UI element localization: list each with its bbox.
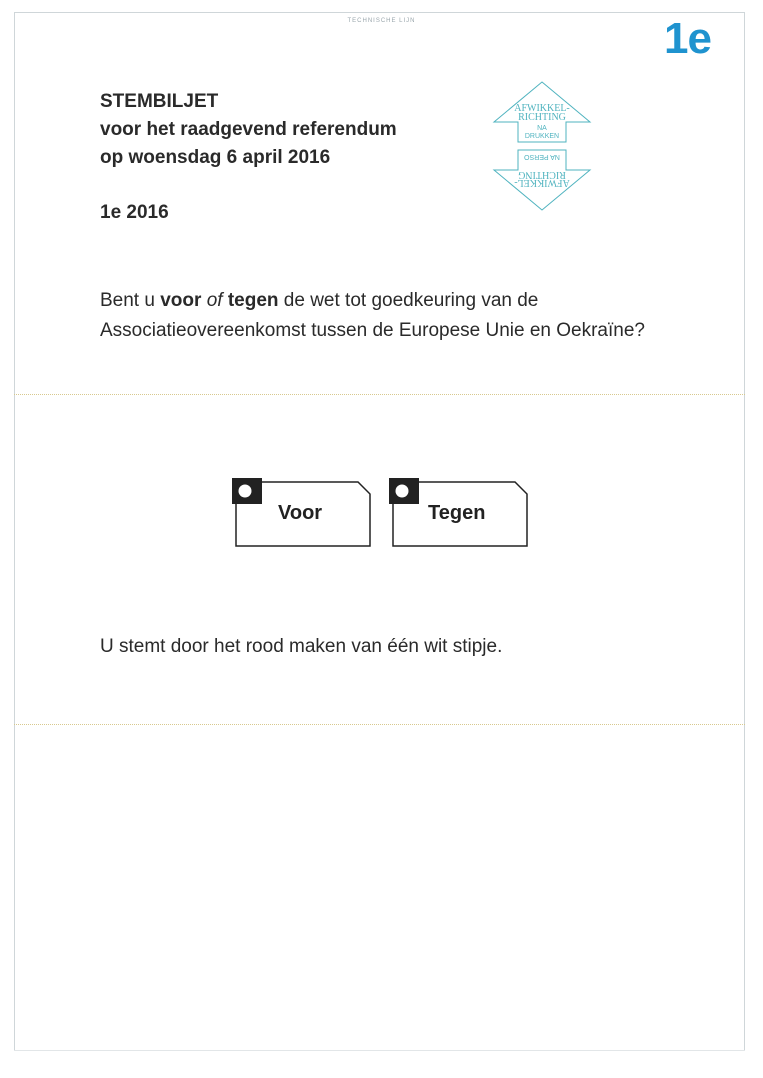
question-of: of bbox=[206, 290, 223, 311]
sheet-edge bbox=[14, 1050, 745, 1055]
stamp-bottom-line2: RICHTING bbox=[518, 169, 566, 180]
dotted-separator bbox=[14, 394, 745, 395]
option-voor-label: Voor bbox=[278, 502, 323, 524]
question-tegen: tegen bbox=[227, 290, 279, 311]
tegen-dot[interactable] bbox=[396, 485, 409, 498]
technical-line-label: TECHNISCHE LIJN bbox=[347, 18, 416, 24]
question-line-1: Bent u voor of tegen de wet tot goedkeuring van de bbox=[100, 290, 539, 311]
ballot-subtitle: voor het raadgevend referendum bbox=[100, 119, 397, 140]
stamp-top-line4: DRUKKEN bbox=[524, 133, 560, 140]
ballot-header bbox=[100, 88, 397, 172]
ballot-date: op woensdag 6 april 2016 bbox=[100, 147, 331, 168]
stamp-bottom-line3: AFWIKKEL- bbox=[514, 177, 570, 188]
option-tegen-label: Tegen bbox=[428, 502, 486, 524]
question-line-2: Associatieovereenkomst tussen de Europese Unie en Oekraïne? bbox=[100, 320, 645, 341]
dotted-separator-lower bbox=[14, 724, 745, 725]
option-tegen[interactable] bbox=[387, 478, 529, 555]
voting-instruction: U stemt door het rood maken van één wit stipje. bbox=[100, 636, 503, 657]
edition-label: 1e 2016 bbox=[100, 202, 169, 223]
voor-dot[interactable] bbox=[239, 485, 252, 498]
stamp-top-line2: RICHTING bbox=[518, 112, 566, 123]
corner-code: 1e bbox=[664, 14, 711, 63]
ballot-title: STEMBILJET bbox=[100, 91, 219, 112]
processing-direction-stamp bbox=[490, 80, 594, 214]
referendum-question bbox=[100, 286, 700, 346]
question-voor: voor bbox=[160, 290, 202, 311]
stamp-top-line3: NA bbox=[537, 125, 547, 132]
stamp-bottom-line1: NA PERSO bbox=[524, 153, 560, 160]
option-voor[interactable] bbox=[230, 478, 372, 555]
stamp-top-line1: AFWIKKEL- bbox=[514, 103, 570, 114]
